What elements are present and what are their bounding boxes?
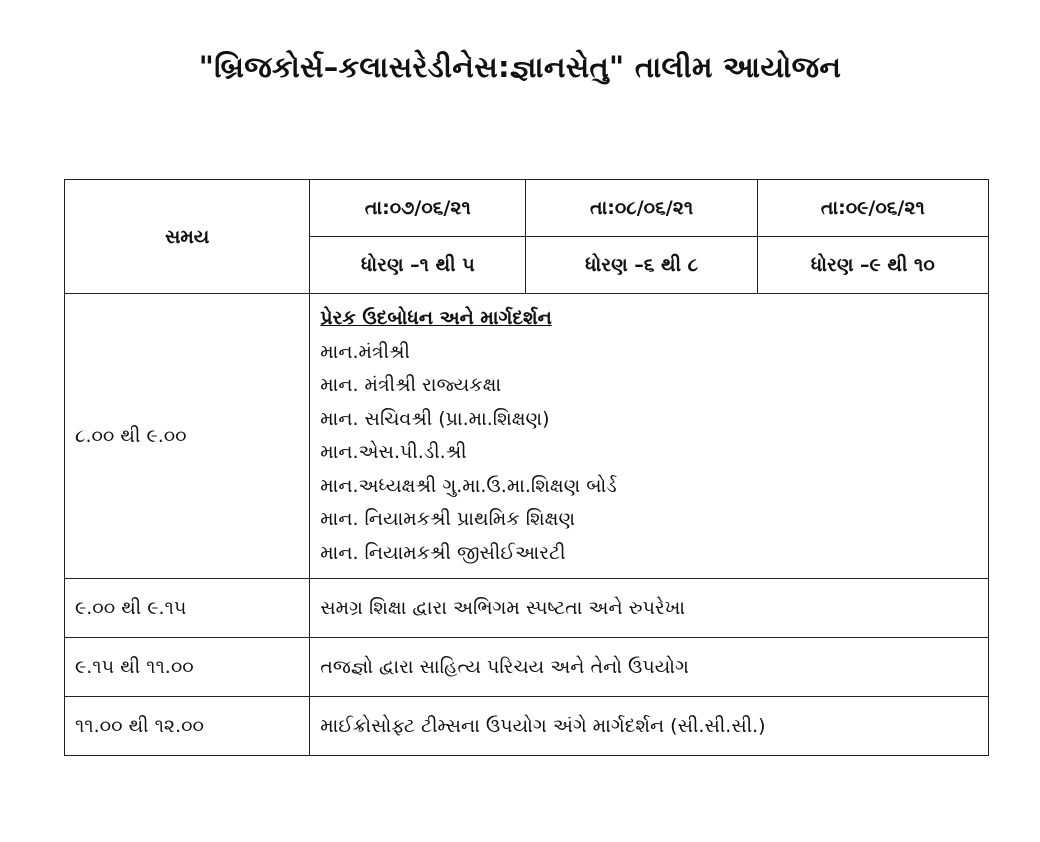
table-row — [65, 294, 989, 579]
schedule-table — [64, 179, 989, 756]
standard-header-1: ધોરણ –૧ થી ૫ — [310, 237, 526, 294]
table-row — [65, 697, 989, 756]
header-row-dates — [65, 180, 989, 237]
dignitary-line: માન. સચિવશ્રી (પ્રા.મા.શિક્ષણ) — [320, 407, 550, 430]
date-header-2: તા:૦૮/૦૬/૨૧ — [526, 180, 757, 237]
activity-heading: પ્રેરક ઉદબોધન અને માર્ગદર્શન — [320, 307, 552, 329]
table-row — [65, 579, 989, 638]
page-title: "બ્રિજકોર્સ–કલાસરેડીનેસ:જ્ઞાનસેતુ" તાલીમ આયોજન — [198, 50, 842, 84]
activity-cell: માઈક્રોસોફ્ટ ટીમ્સના ઉપયોગ અંગે માર્ગદર્શન (સી.સી.સી.) — [310, 697, 989, 756]
date-header-1: તા:૦૭/૦૬/૨૧ — [310, 180, 526, 237]
date-header-3: તા:૦૯/૦૬/૨૧ — [757, 180, 988, 237]
time-cell: ૧૧.૦૦ થી ૧૨.૦૦ — [65, 697, 310, 756]
dignitary-line: માન.એસ.પી.ડી.શ્રી — [320, 441, 467, 463]
time-cell: ૮.૦૦ થી ૯.૦૦ — [65, 294, 310, 579]
table-row — [65, 638, 989, 697]
dignitary-line: માન. નિયામકશ્રી પ્રાથમિક શિક્ષણ — [320, 508, 576, 530]
time-cell: ૯.૦૦ થી ૯.૧૫ — [65, 579, 310, 638]
activity-cell — [310, 294, 989, 579]
time-column-header: સમય — [65, 180, 310, 294]
dignitary-line: માન. મંત્રીશ્રી રાજ્યકક્ષા — [320, 374, 502, 396]
standard-header-3: ધોરણ –૯ થી ૧૦ — [757, 237, 988, 294]
time-cell: ૯.૧૫ થી ૧૧.૦૦ — [65, 638, 310, 697]
activity-cell: સમગ્ર શિક્ષા દ્વારા અભિગમ સ્પષ્ટતા અને રુપરેખા — [310, 579, 989, 638]
activity-cell: તજજ્ઞો દ્વારા સાહિત્ય પરિચય અને તેનો ઉપયોગ — [310, 638, 989, 697]
dignitary-line: માન.મંત્રીશ્રી — [320, 340, 410, 363]
standard-header-2: ધોરણ –૬ થી ૮ — [526, 237, 757, 294]
dignitary-line: માન.અધ્યક્ષશ્રી ગુ.મા.ઉ.મા.શિક્ષણ બોર્ડ — [320, 474, 617, 497]
dignitary-line: માન. નિયામકશ્રી જીસીઈઆરટી — [320, 541, 566, 564]
